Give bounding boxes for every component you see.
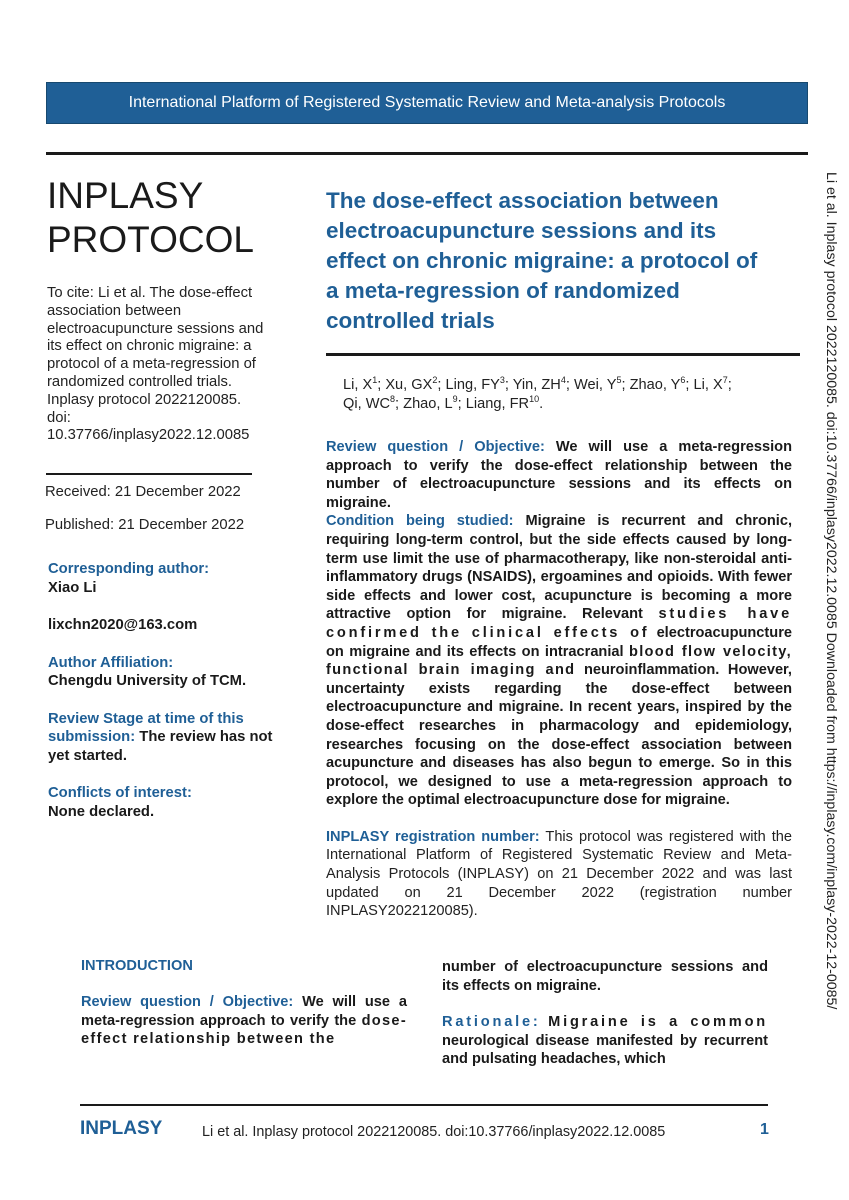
page-number: 1 (760, 1121, 769, 1138)
received-date: Received: 21 December 2022 (45, 484, 241, 500)
citation-rule (46, 473, 252, 475)
author-email[interactable]: lixchn2020@163.com (48, 617, 198, 633)
author: Zhao, $L^9$; (403, 394, 466, 412)
citation-text: To cite: Li et al. The dose-effect association between electroacupuncture sessions and its effect on chronic migraine: a protocol of a meta-regression of randomized controlled trials. Inplasy protocol 2022120085. doi: 10.37766/inplasy2022.12.0085 (47, 285, 264, 444)
intro-right-column (442, 958, 768, 1069)
author: Li, $X^7$; (693, 375, 732, 393)
intro-left-column (81, 993, 407, 1049)
conflicts-block (48, 784, 273, 821)
email-block (48, 616, 273, 635)
author-list (343, 376, 795, 414)
conflicts-label: Conflicts of interest: (48, 785, 192, 801)
abstract-condition: Condition being studied: Migraine is recurrent and chronic, requiring long-term control, but the side effects caused by long-term use limit the use of pharmacotherapy, like non-steroidal anti-inflammatory drugs (NSAIDS), ergoamines and opioids. With fewer side effects and lower cost, acupuncture is becoming a more attractive option for migraine. Relevant studies have confirmed the clinical effects of electroacupuncture on migraine and its effects on intracranial blood flow velocity, functional brain imaging and neuroinflammation. However, uncertainty exists regarding the dose-effect between electroacupuncture and migraine. In recent years, inspired by the dose-effect researches in pharmacology and epidemiology, researches focusing on the dose-effect association between acupuncture and diseases has also begun to emerge. So in this protocol, we designed to use a meta-regression approach to explore the optimal electroacupuncture dose for migraine. (326, 513, 793, 809)
affiliation-value: Chengdu University of TCM. (48, 673, 247, 689)
footer-rule (80, 1104, 768, 1106)
review-stage-block (48, 710, 273, 766)
abstract (326, 438, 792, 921)
intro-objective: Review question / Objective: We will use a meta-regression approach to verify the dose-effect relationship between the (81, 994, 407, 1048)
corresponding-author-name: Xiao Li (48, 579, 97, 596)
review-stage-value: The review has not yet started. (48, 729, 273, 764)
author: Xu, $GX^2$; (385, 375, 446, 393)
author: Ling, $FY^3$; (445, 375, 513, 393)
introduction-heading: INTRODUCTION (81, 958, 193, 974)
protocol-label (47, 174, 254, 262)
protocol-label-line1: INPLASY (47, 175, 204, 216)
title-line: electroacupuncture sessions and its (326, 218, 717, 243)
author: Liang, FR$^{10}$. (465, 394, 544, 412)
article-title (326, 186, 796, 336)
title-line: The dose-effect association between (326, 188, 719, 213)
title-line: effect on chronic migraine: a protocol of (326, 248, 758, 273)
banner-text: International Platform of Registered Systematic Review and Meta-analysis Protocols (128, 94, 726, 111)
author-meta (48, 560, 273, 840)
journal-banner (46, 82, 808, 124)
review-stage-label: Review Stage at time of this submission: (48, 710, 244, 745)
corresponding-author-block (48, 560, 273, 597)
author: Wei, $Y^5$; (573, 375, 630, 393)
protocol-label-line2: PROTOCOL (47, 219, 254, 260)
author: Qi, $WC^8$; (343, 394, 404, 412)
author: Yin, $ZH^4$; (512, 375, 574, 393)
title-line: controlled trials (326, 308, 495, 333)
published-date: Published: 21 December 2022 (45, 517, 245, 533)
affiliation-label: Author Affiliation: (48, 654, 174, 671)
conflicts-value: None declared. (48, 803, 155, 820)
author: Li, $X^1$; (343, 375, 386, 393)
abstract-objective: Review question / Objective: We will use a meta-regression approach to verify the dose-effect relationship between the number of electroacupuncture sessions and its effects on migraine. (326, 439, 792, 511)
intro-objective-continued: number of electroacupuncture sessions and its effects on migraine. (442, 959, 768, 994)
top-rule (46, 152, 808, 155)
author: Zhao, $Y^6$; (629, 375, 694, 393)
side-citation: Li et al. Inplasy protocol 2022120085. doi:10.37766/inplasy2022.12.0085 Downloaded from https://inplasy.com/inplasy-2022-12-0085/ (823, 172, 839, 1010)
abstract-registration: INPLASY registration number: This protocol was registered with the International Platform of Registered Systematic Review and Meta-Analysis Protocols (INPLASY) on 21 December 2022 and was last updated on 21 December 2022 (registration number INPLASY2022120085). (326, 828, 793, 920)
title-line: a meta-regression of randomized (326, 278, 680, 303)
title-rule (326, 353, 800, 356)
corresponding-author-label: Corresponding author: (48, 561, 210, 577)
footer-brand: INPLASY (80, 1118, 163, 1139)
intro-rationale: Rationale: Migraine is a common neurological disease manifested by recurrent and pulsating headaches, which (442, 1014, 768, 1068)
affiliation-block (48, 654, 273, 691)
footer-citation: Li et al. Inplasy protocol 2022120085. doi:10.37766/inplasy2022.12.0085 (202, 1124, 666, 1140)
